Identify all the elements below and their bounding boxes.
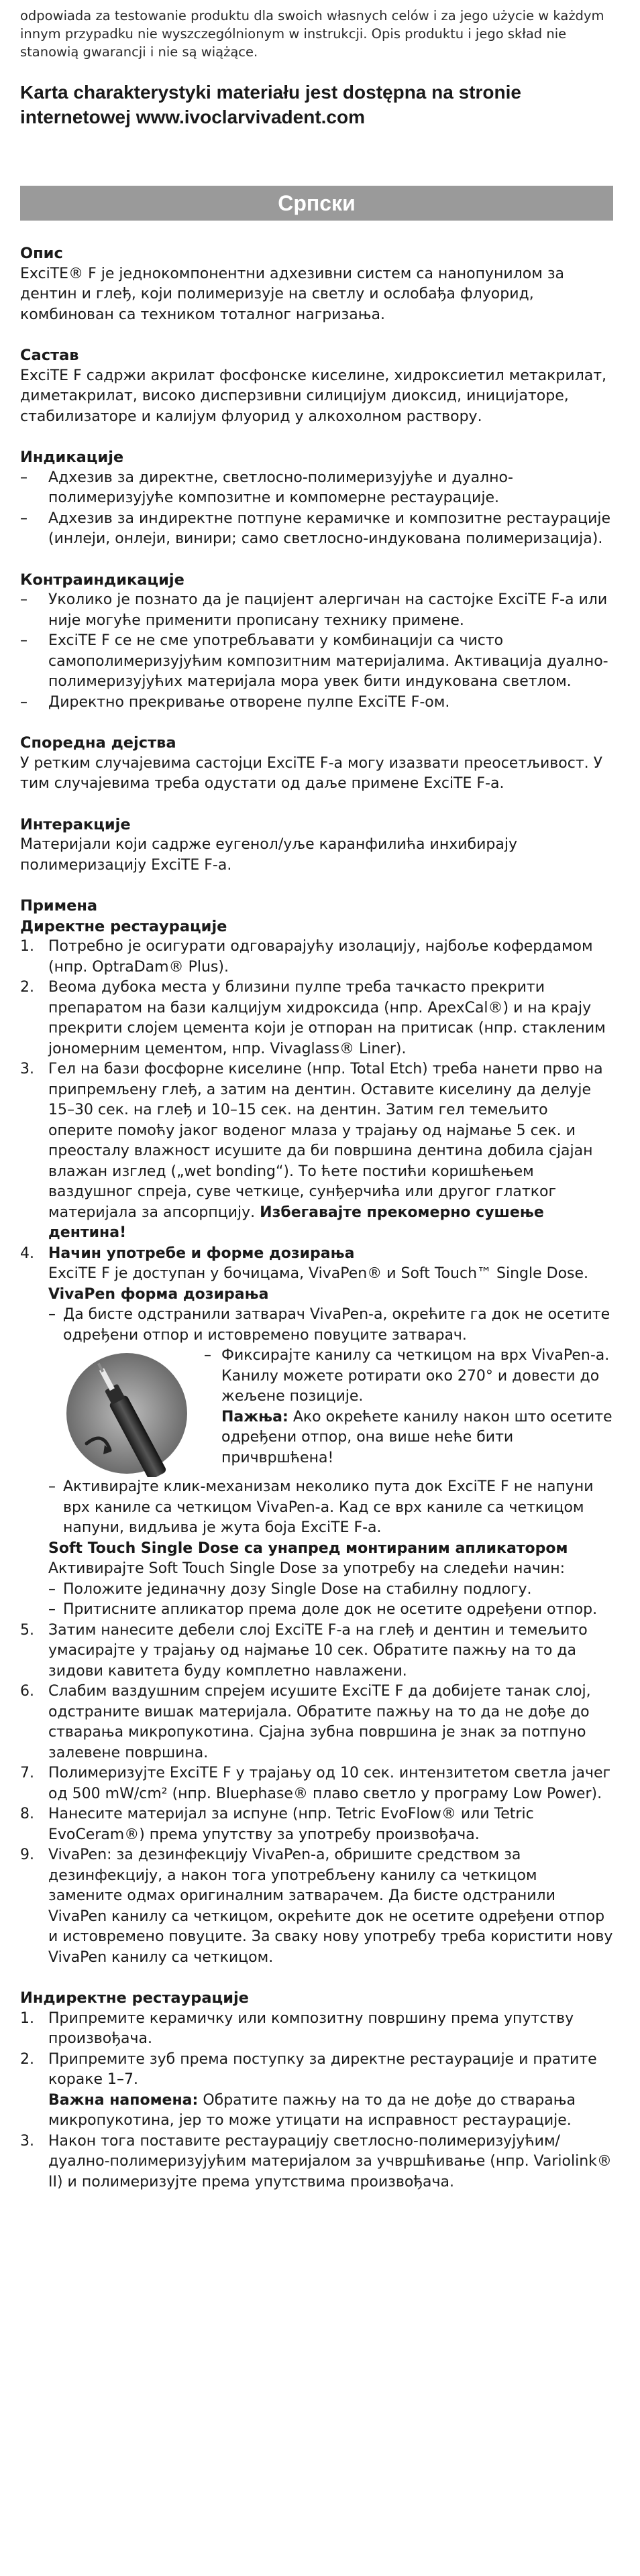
step-number: 1. — [20, 2009, 34, 2027]
step-number: 7. — [20, 1765, 34, 1781]
description-text: ExciTE® F је једнокомпонентни адхезивни систем са нанопунилом за дентин и глеђ, који полимеризује на светлу и ослобађа флуорид, комбинован са техником тоталног нагризања. — [20, 265, 565, 323]
indirect-steps-list — [20, 2009, 613, 2193]
list-item: – Притисните апликатор према доле док не осетите одређени отпор. — [48, 1600, 613, 1621]
step-text: Затим нанесите дебели слој ExciTE F-a на глеђ и дентин и темељито умасирајте у трајању од најмање 10 сек. Обратите пажњу на то да зидови кавитета буду комплетно навлажени. — [48, 1621, 588, 1680]
step-number: 2. — [20, 2050, 34, 2068]
section-title-composition: Састав — [20, 347, 79, 364]
important-label: Важна напомена: — [48, 2091, 199, 2109]
step-number: 3. — [20, 1061, 34, 1077]
step-number: 9. — [20, 1847, 34, 1863]
list-item — [20, 2050, 613, 2131]
safety-data-note: Karta charakterystyki materiału jest dostępna na stronie internetowej www.ivoclarvivadent.com — [20, 82, 521, 127]
list-item: – Адхезив за директне, светлосно-полимеризујуће и дуално-полимеризујуће композитне и компомерне рестаурације. — [20, 468, 613, 509]
list-item — [20, 1845, 613, 1968]
step-text: VivaPen: за дезинфекцију VivaPen-a, обришите средством за дезинфекцију, а након тога употребљену канилу са четкицом замените одмах оригиналним затварачем. Да бисте одстранили VivaPen канилу са четкицом, окрећите док не осетите одређени отпор и истовремено повуците. За сваку нову употребу треба користити нову VivaPen канилу са четкицом. — [48, 1847, 613, 1966]
section-title-contraindications: Контраиндикације — [20, 571, 184, 589]
list-item: – Фиксирајте канилу са четкицом на врх VivaPen-а. Канилу можете ротирати око 270° и довести до жељене позиције. — [204, 1346, 613, 1407]
step-number: 8. — [20, 1806, 34, 1822]
attention-label: Пажња: — [221, 1408, 288, 1425]
list-item — [20, 1621, 613, 1682]
list-item — [20, 1804, 613, 1845]
step-text: Припремите керамичку или композитну површину према упутству произвођача. — [48, 2009, 574, 2047]
direct-steps-list — [20, 937, 613, 1968]
step-number: 1. — [20, 938, 34, 955]
step-text: Гел на бази фосфорне киселине (нпр. Total Etch) треба нанети прво на припремљену глеђ, а затим на дентин. Оставите киселину да делује 15–30 сек. на глеђ и 10–15 сек. на дентин. Затим гел темељито оперите помоћу јаког воденог млаза у трајању од најмање 5 сек. и преосталу влажност исушите да би површина дентина добила сјајан влажан изглед („wet bonding“). То ћете постићи коришћењем ваздушног спреја, суве четкице, сунђерчића или другог глатког материјала за апсорпцију. — [48, 1061, 603, 1221]
interactions-text: Материјали који садрже еугенол/уље каранфилића инхибирају полимеризацију ExciTE F-a. — [20, 836, 517, 874]
list-item — [20, 978, 613, 1059]
section-title-side-effects: Споредна дејства — [20, 734, 176, 752]
list-item — [20, 2009, 613, 2050]
important-text: Обратите пажњу на то да не дође до стварања микропукотина, јер то може утицати на исправност рестаурације. — [48, 2091, 576, 2129]
step-text: Потребно је осигурати одговарајућу изолацију, најбоље кофердамом (нпр. OptraDam® Plus). — [48, 938, 593, 976]
list-item — [20, 1059, 613, 1244]
language-section-bar — [20, 186, 613, 221]
subsection-title-direct: Директне рестаурације — [20, 917, 227, 935]
step-text: Полимеризујте ExciTE F у трајању од 10 сек. интензитетом светла јачег од 500 mW/cm² (нпр. Bluephase® плаво светло у програму Low Power). — [48, 1765, 611, 1802]
step-title: Начин употребе и форме дозирања — [48, 1244, 355, 1262]
step-text: ExciTE F је доступан у бочицама, VivaPen® и Soft Touch™ Single Dose. — [48, 1265, 589, 1282]
step-number: 2. — [20, 979, 34, 996]
contraindications-list — [20, 590, 613, 713]
vivapen-illustration-block — [48, 1346, 613, 1477]
section-title-description: Опис — [20, 245, 63, 262]
list-item: – Уколико је познато да је пацијент алергичан на састојке ExciTE F-a или није могуће применити прописану технику примене. — [20, 590, 613, 631]
step-text: Нанесите материјал за испуне (нпр. Tetric EvoFlow® или Tetric EvoCeram®) према упутству за употребу произвођача. — [48, 1806, 534, 1843]
serbian-content — [20, 243, 613, 2192]
step-text: Након тога поставите рестаурацију светлосно-полимеризујућим/дуално-полимеризујућим материјалом за учвршћивање (нпр. Variolink® II) и полимеризујте према упутствима произвођача. — [48, 2132, 612, 2190]
indications-list — [20, 468, 613, 550]
list-item — [20, 1244, 613, 1621]
important-note — [48, 2091, 613, 2131]
step-number: 3. — [20, 2132, 34, 2150]
language-title: Српски — [278, 190, 356, 215]
vivapen-instructions — [204, 1346, 613, 1477]
step-text: Припремите зуб према поступку за директне рестаурације и пратите кораке 1–7. — [48, 2050, 597, 2088]
step-text: Веома дубока места у близини пулпе треба тачкасто прекрити препаратом на бази калцијум хидроксида (нпр. ApexCal®) и на крају прекрити слојем цемента који је отпоран на притисак (нпр. стакленим јономерним цементом, нпр. Vivaglass® Liner). — [48, 979, 606, 1057]
step-number: 6. — [20, 1683, 34, 1700]
document-page — [0, 7, 640, 2576]
vivapen-illustration — [63, 1350, 191, 1477]
step-number: 4. — [20, 1244, 34, 1262]
composition-text: ExciTE F садржи акрилат фосфонске киселине, хидроксиетил метакрилат, диметакрилат, високо дисперзивни силицијум диоксид, иницијаторе, стабилизаторе и калијум флуорид у алкохолном раствору. — [20, 367, 607, 425]
step-warning: Избегавајте прекомерно сушење дентина! — [48, 1204, 544, 1241]
attention-text: Ако окрећете канилу након што осетите одређени отпор, она више неће бити причвршћена! — [221, 1408, 612, 1466]
list-item: – Положите јединачну дозу Single Dose на стабилну подлогу. — [48, 1580, 613, 1600]
section-title-indications: Индикације — [20, 449, 124, 466]
section-title-application: Примена — [20, 897, 98, 915]
top-note: odpowiada za testowanie produktu dla swoich własnych celów i za jego użycie w każdym innym przypadku nie wyszczególnionym w instrukcji. Opis produktu i jego skład nie stanowią gwarancji i nie są wiążące. — [20, 8, 604, 60]
step-text: Слабим ваздушним спрејем исушите ExciTE F да добијете танак слој, одстраните вишак материјала. Обратите пажњу на то да не дође до стварања микропукотина. Сјајна зубна површина је знак за потпуно залевене површина. — [48, 1683, 591, 1761]
list-item: – ExciTE F се не сме употребљавати у комбинацији са чисто самополимеризујућим композитним материјалима. Активација дуално-полимеризујућих материјала мора увек бити индукована светлом. — [20, 631, 613, 693]
list-item — [20, 2131, 613, 2193]
section-title-interactions: Интеракције — [20, 815, 131, 833]
list-item: – Да бисте одстранили затварач VivaPen-а, окрећите га док не осетите одређени отпор и истовремено повуците затварач. — [48, 1305, 613, 1346]
softtouch-title: Soft Touch Single Dose са унапред монтираним апликатором — [48, 1539, 568, 1557]
list-item: – Директно прекривање отворене пулпе ExciTE F-ом. — [20, 693, 613, 713]
list-item — [20, 937, 613, 978]
list-item — [20, 1763, 613, 1804]
list-item — [20, 1682, 613, 1763]
subsection-title-indirect: Индиректне рестаурације — [20, 1989, 249, 2007]
list-item: – Адхезив за индиректне потпуне керамичке и композитне рестаурације (инлеји, онлеји, винири; само светлосно-индукована полимеризација). — [20, 509, 613, 550]
list-item: – Активирајте клик-механизам неколико пута док ExciTE F не напуни врх каниле са четкицом VivaPen-а. Кад се врх каниле са четкицом напуни, видљива је жута боја ExciTE F-a. — [48, 1477, 613, 1539]
step-number: 5. — [20, 1621, 34, 1639]
vivapen-title: VivaPen форма дозирања — [48, 1285, 269, 1303]
attention-note — [204, 1407, 613, 1469]
softtouch-intro: Активирајте Soft Touch Single Dose за употребу на следећи начин: — [48, 1560, 565, 1577]
side-effects-text: У ретким случајевима састојци ExciTE F-a могу изазвати преосетљивост. У тим случајевима треба одустати од даље примене ExciTE F-a. — [20, 754, 603, 792]
